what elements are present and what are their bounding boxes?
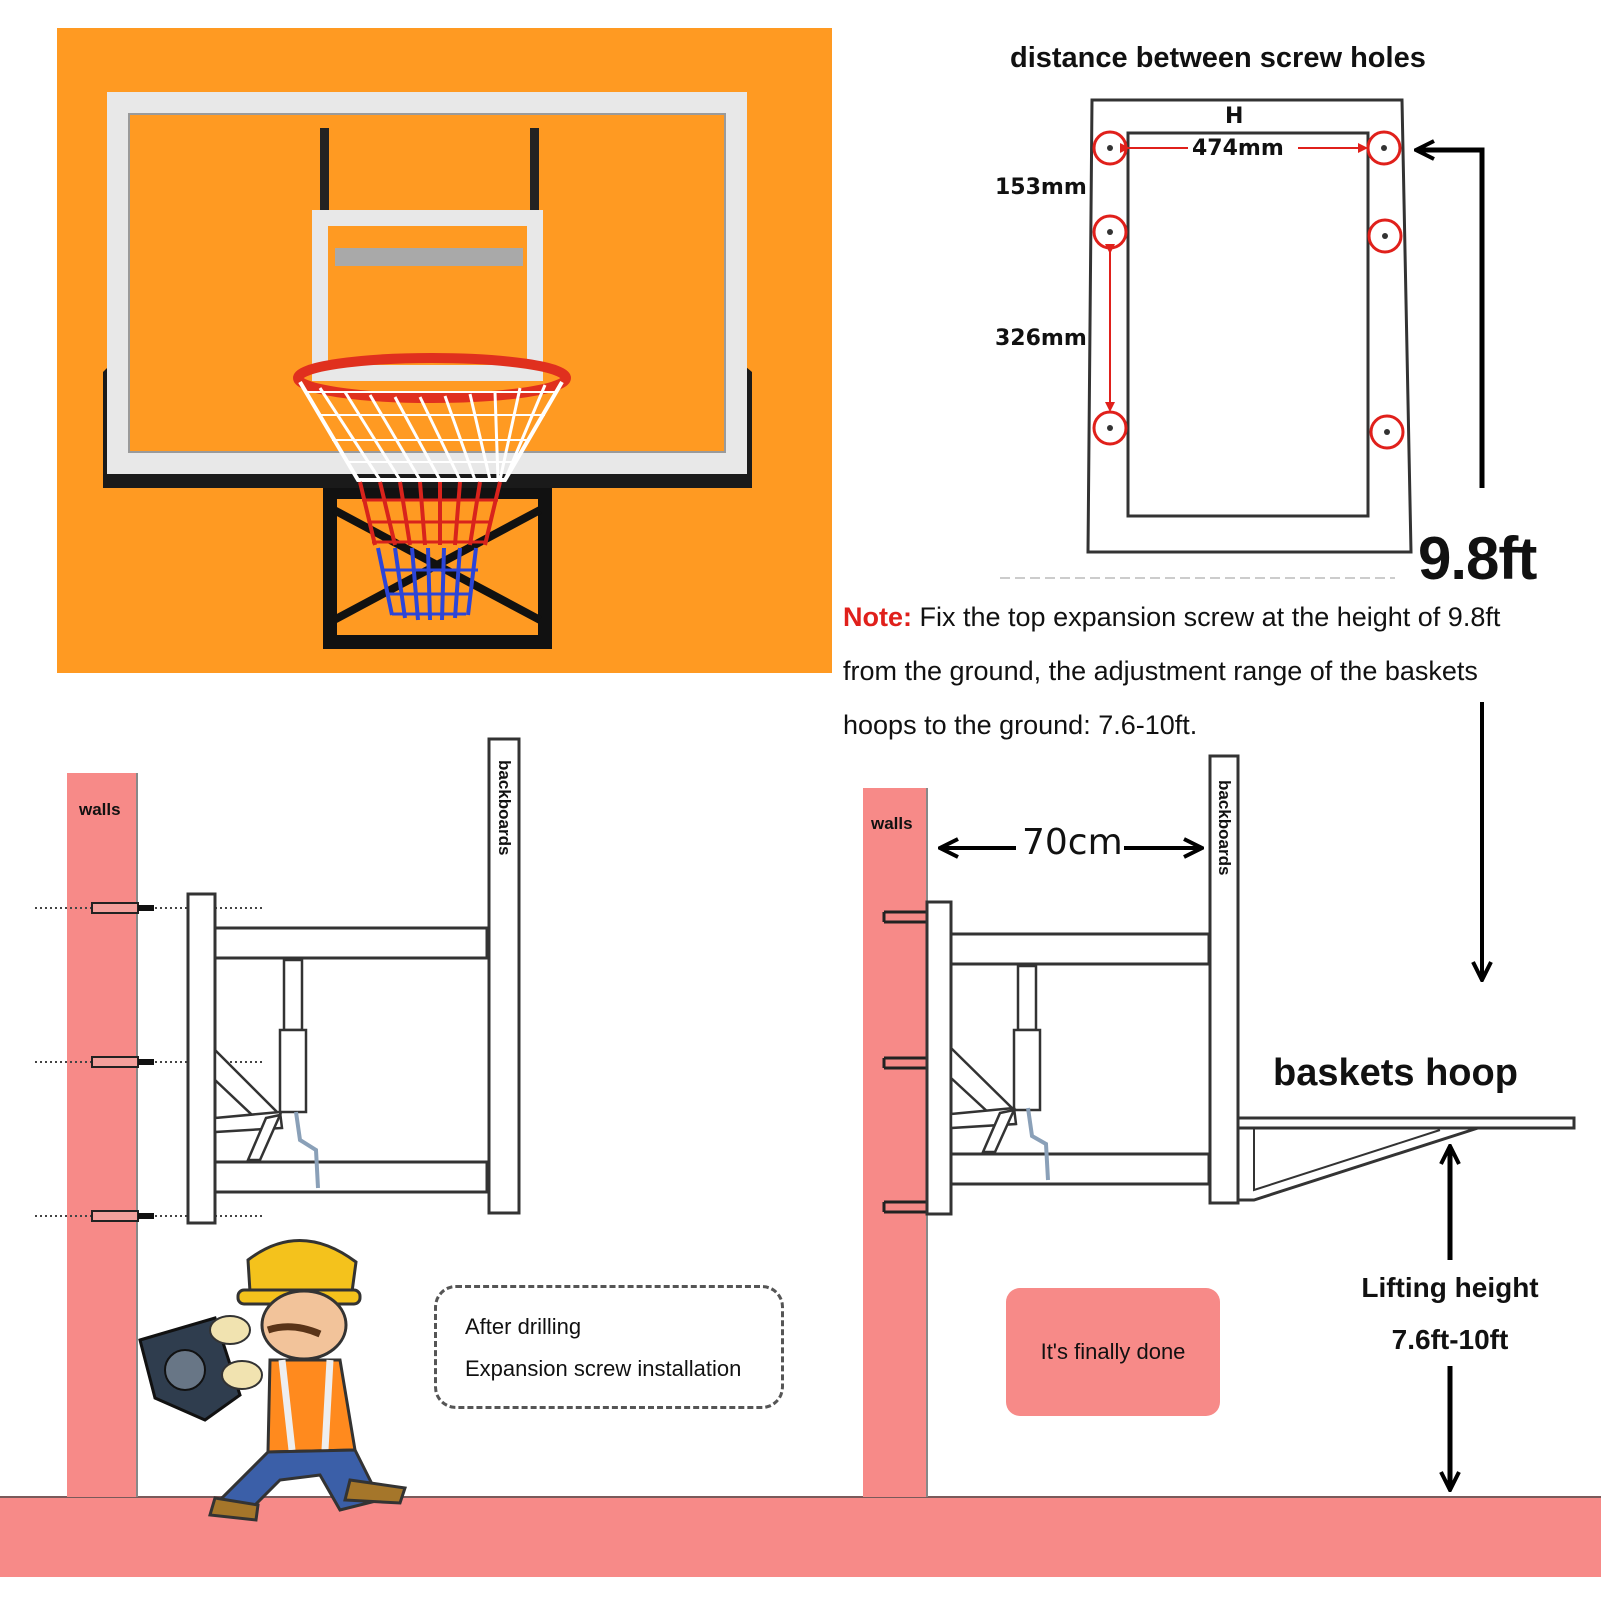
screw-hole-bottom-right	[1371, 416, 1403, 448]
drilling-step-line1: After drilling	[465, 1314, 582, 1339]
screw-hole-mid-left	[1094, 216, 1126, 248]
note-text: Fix the top expansion screw at the height of 9.8ft from the ground, the adjustment range of the baskets hoops to the ground: 7.6-10ft.	[843, 602, 1501, 740]
screw-hole-top-right	[1368, 132, 1400, 164]
hoop-label: baskets hoop	[1273, 1052, 1518, 1094]
left-wall	[67, 773, 137, 1497]
screw-hole-mid-right	[1369, 220, 1401, 252]
screw-top-spacing-label: 153mm	[995, 175, 1087, 200]
lifting-height-text	[1345, 1262, 1555, 1366]
left-wall-label: walls	[79, 800, 121, 819]
mount-height-label: 9.8ft	[1418, 525, 1537, 592]
drilling-step-box	[434, 1285, 784, 1409]
screw-bottom-spacing-label: 326mm	[995, 326, 1087, 351]
screw-diagram-title: distance between screw holes	[1010, 42, 1426, 74]
lifting-height-label: Lifting height	[1361, 1272, 1539, 1303]
lifting-height-range: 7.6ft-10ft	[1391, 1324, 1509, 1355]
done-text: It's finally done	[1040, 1339, 1186, 1364]
worker-illustration	[140, 1240, 405, 1520]
right-wall	[863, 788, 927, 1497]
basket-hoop	[1238, 1118, 1574, 1200]
note-label: Note:	[843, 602, 912, 632]
done-badge	[1006, 1288, 1220, 1416]
right-wall-label: walls	[871, 814, 913, 833]
height-pointer-arrow	[1418, 150, 1482, 488]
screw-hole-bottom-left	[1094, 412, 1126, 444]
left-wall-plate	[188, 894, 215, 1223]
screw-hole-top-left	[1094, 132, 1126, 164]
right-backboard-label: backboards	[1215, 780, 1234, 876]
distance-label: 70cm	[1022, 822, 1123, 863]
screw-label-h: H	[1225, 104, 1244, 129]
backboard-photo	[57, 28, 832, 673]
drilling-step-line2: Expansion screw installation	[465, 1356, 742, 1381]
left-backboard-label: backboards	[495, 760, 514, 856]
note-paragraph	[843, 590, 1533, 752]
screw-width-label: 474mm	[1192, 136, 1284, 161]
right-wall-plate	[927, 902, 951, 1214]
